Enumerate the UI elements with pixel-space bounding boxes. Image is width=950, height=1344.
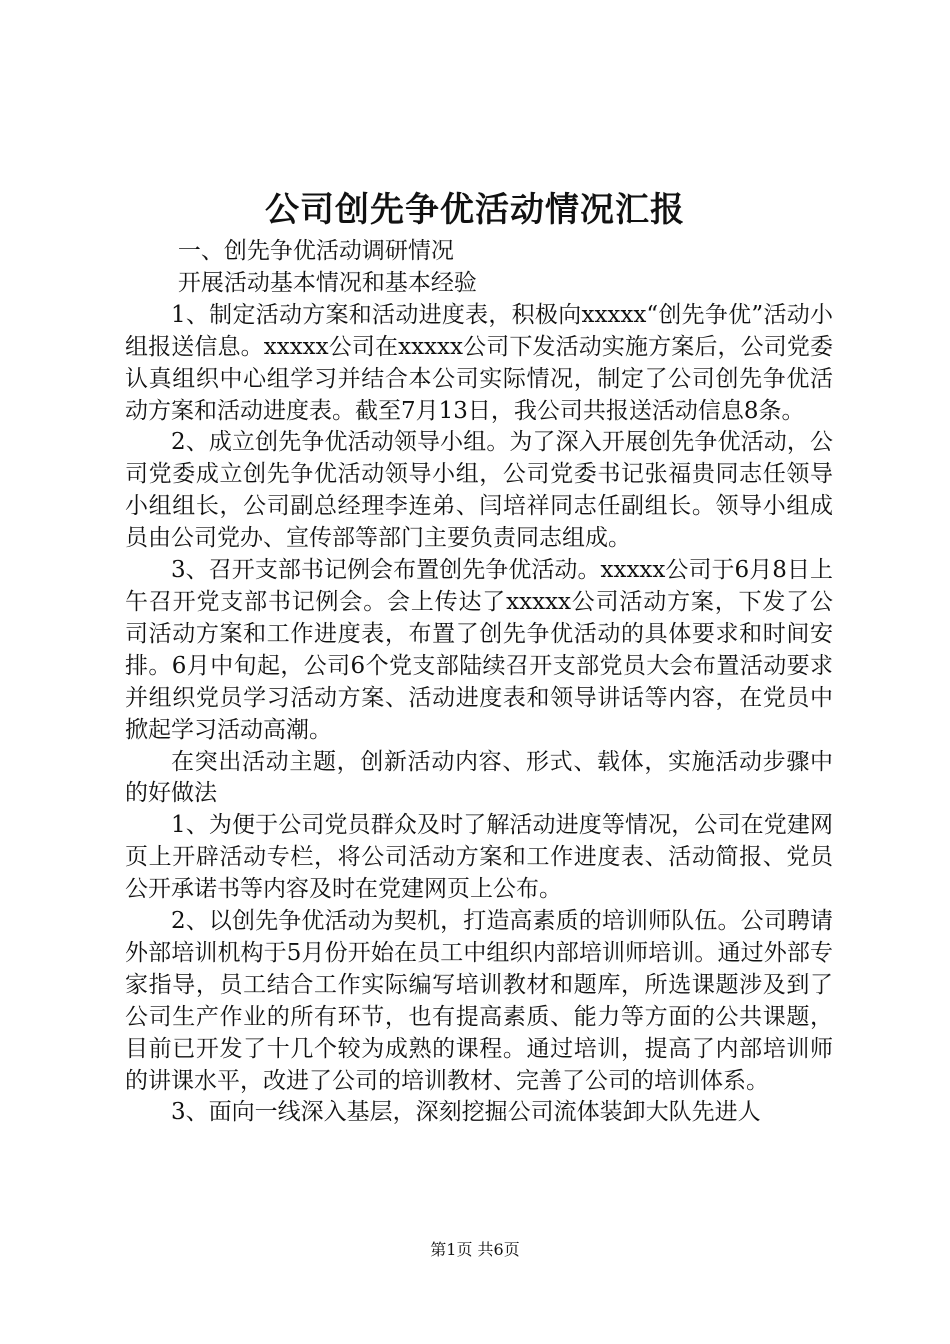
paragraph: 3、面向一线深入基层，深刻挖掘公司流体装卸大队先进人 [171, 1099, 761, 1126]
subsection-heading: 在突出活动主题，创新活动内容、形式、载体，实施活动步骤中的好做法 [125, 748, 833, 807]
paragraph: 2、成立创先争优活动领导小组。为了深入开展创先争优活动，公司党委成立创先争优活动领导小组，公司党委书记张福贵同志任领导小组组长，公司副总经理李连弟、闫培祥同志任副组长。领导小组成员由公司党办、宣传部等部门主要负责同志组成。 [125, 429, 833, 552]
document-title: 公司创先争优活动情况汇报 [265, 190, 685, 230]
paragraph: 1、为便于公司党员群众及时了解活动进度等情况，公司在党建网页上开辟活动专栏，将公司活动方案和工作进度表、活动简报、党员公开承诺书等内容及时在党建网页上公布。 [125, 812, 833, 903]
section-heading: 一、创先争优活动调研情况 [177, 238, 454, 264]
document-body [125, 236, 833, 1129]
page-number-footer: 第1页 共6页 [430, 1240, 520, 1259]
paragraph: 2、以创先争优活动为契机，打造高素质的培训师队伍。公司聘请外部培训机构于5月份开始在员工中组织内部培训师培训。通过外部专家指导，员工结合工作实际编写培训教材和题库，所选课题涉及到了公司生产作业的所有环节，也有提高素质、能力等方面的公共课题，目前已开发了十几个较为成熟的课程。通过培训，提高了内部培训师的讲课水平，改进了公司的培训教材、完善了公司的培训体系。 [125, 908, 833, 1094]
paragraph: 1、制定活动方案和活动进度表，积极向xxxxx“创先争优”活动小组报送信息。xxxxx公司在xxxxx公司下发活动实施方案后，公司党委认真组织中心组学习并结合本公司实际情况，制定了公司创先争优活动方案和活动进度表。截至7月13日，我公司共报送活动信息8条。 [125, 301, 833, 424]
paragraph: 3、召开支部书记例会布置创先争优活动。xxxxx公司于6月8日上午召开党支部书记例会。会上传达了xxxxx公司活动方案，下发了公司活动方案和工作进度表，布置了创先争优活动的具体要求和时间安排。6月中旬起，公司6个党支部陆续召开支部党员大会布置活动要求并组织党员学习活动方案、活动进度表和领导讲话等内容，在党员中掀起学习活动高潮。 [125, 557, 833, 743]
subsection-heading: 开展活动基本情况和基本经验 [177, 269, 477, 296]
